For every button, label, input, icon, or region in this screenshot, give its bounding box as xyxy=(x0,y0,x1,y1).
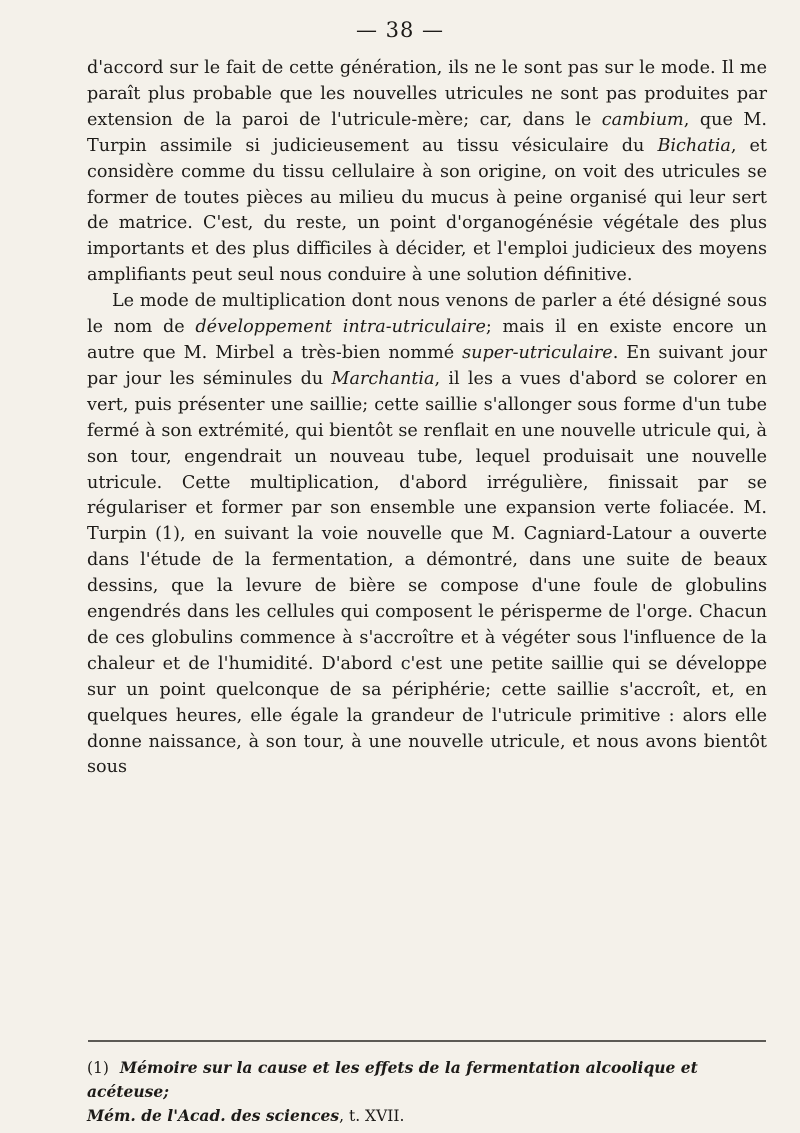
footnote-divider xyxy=(88,1040,766,1042)
text-run: Le mode de multiplication dont nous venons de parler a été désigné sous le nom de xyxy=(87,291,767,338)
italic-term: Marchantia xyxy=(331,368,435,389)
page-number: — 38 — xyxy=(355,18,445,42)
italic-term: cambium xyxy=(601,109,684,130)
footnote-title: Mémoire sur la cause et les effets de la fermentation alcoolique et acéteuse; xyxy=(87,1058,698,1101)
italic-term: super-utriculaire xyxy=(462,342,613,363)
footnote-source: Mém. de l'Acad. des sciences xyxy=(87,1106,340,1125)
text-run: , et considère comme du tissu cellulaire à son origine, on voit des utricules se former de toutes pièces au milieu du mucus à peine organisé qui leur sert de matrice. C'est, du reste, un point d'organogénésie végétale des plus importants et des plus difficiles à décider, et l'emploi judicieux des moyens amplifiants peut seul nous conduire à une solution définitive. xyxy=(87,135,767,286)
footnote xyxy=(87,1056,767,1128)
footnote-volume: , t. XVII. xyxy=(339,1107,405,1125)
italic-term: développement intra-utriculaire xyxy=(195,317,486,338)
text-run: . En suivant jour par jour les séminules du xyxy=(87,342,767,389)
paragraph-2 xyxy=(87,289,767,781)
paragraph-1 xyxy=(87,56,767,289)
text-run: d'accord sur le fait de cette génération, ils ne le sont pas sur le mode. Il me paraît plus probable que les nouvelles utricules ne sont pas produites par extension de la paroi de l'utricule-mère; car, dans le xyxy=(87,58,767,130)
text-run: , que M. Turpin assimile si judicieusement au tissu vésiculaire du xyxy=(87,109,767,156)
body-text xyxy=(87,56,767,781)
italic-term: Bichatia xyxy=(657,135,731,156)
text-run: ; mais il en existe encore un autre que M. Mirbel a très-bien nommé xyxy=(87,317,767,363)
footnote-ref: (1) xyxy=(87,1059,109,1077)
text-run: , il les a vues d'abord se colorer en vert, puis présenter une saillie; cette saillie s'allonger sous forme d'un tube fermé à son extrémité, qui bientôt se renflait en une nouvelle utricule qui, à son tour, engendrait un nouveau tube, lequel produisait une nouvelle utricule. Cette multiplication, d'abord irrégulière, finissait par se régulariser et former par son ensemble une expansion verte foliacée. M. Turpin (1), en suivant la voie nouvelle que M. Cagniard-Latour a ouverte dans l'étude de la fermentation, a démontré, dans une suite de beaux dessins, que la levure de bière se compose d'une foule de globulins engendrés dans les cellules qui composent le périsperme de l'orge. Chacun de ces globulins commence à s'accroître et à végéter sous l'influence de la chaleur et de l'humidité. D'abord c'est une petite saillie qui se développe sur un point quelconque de sa périphérie; cette saillie s'accroît, et, en quelques heures, elle égale la grandeur de l'utricule primitive : alors elle donne naissance, à son tour, à une nouvelle utricule, et nous avons bientôt sous xyxy=(87,368,767,778)
